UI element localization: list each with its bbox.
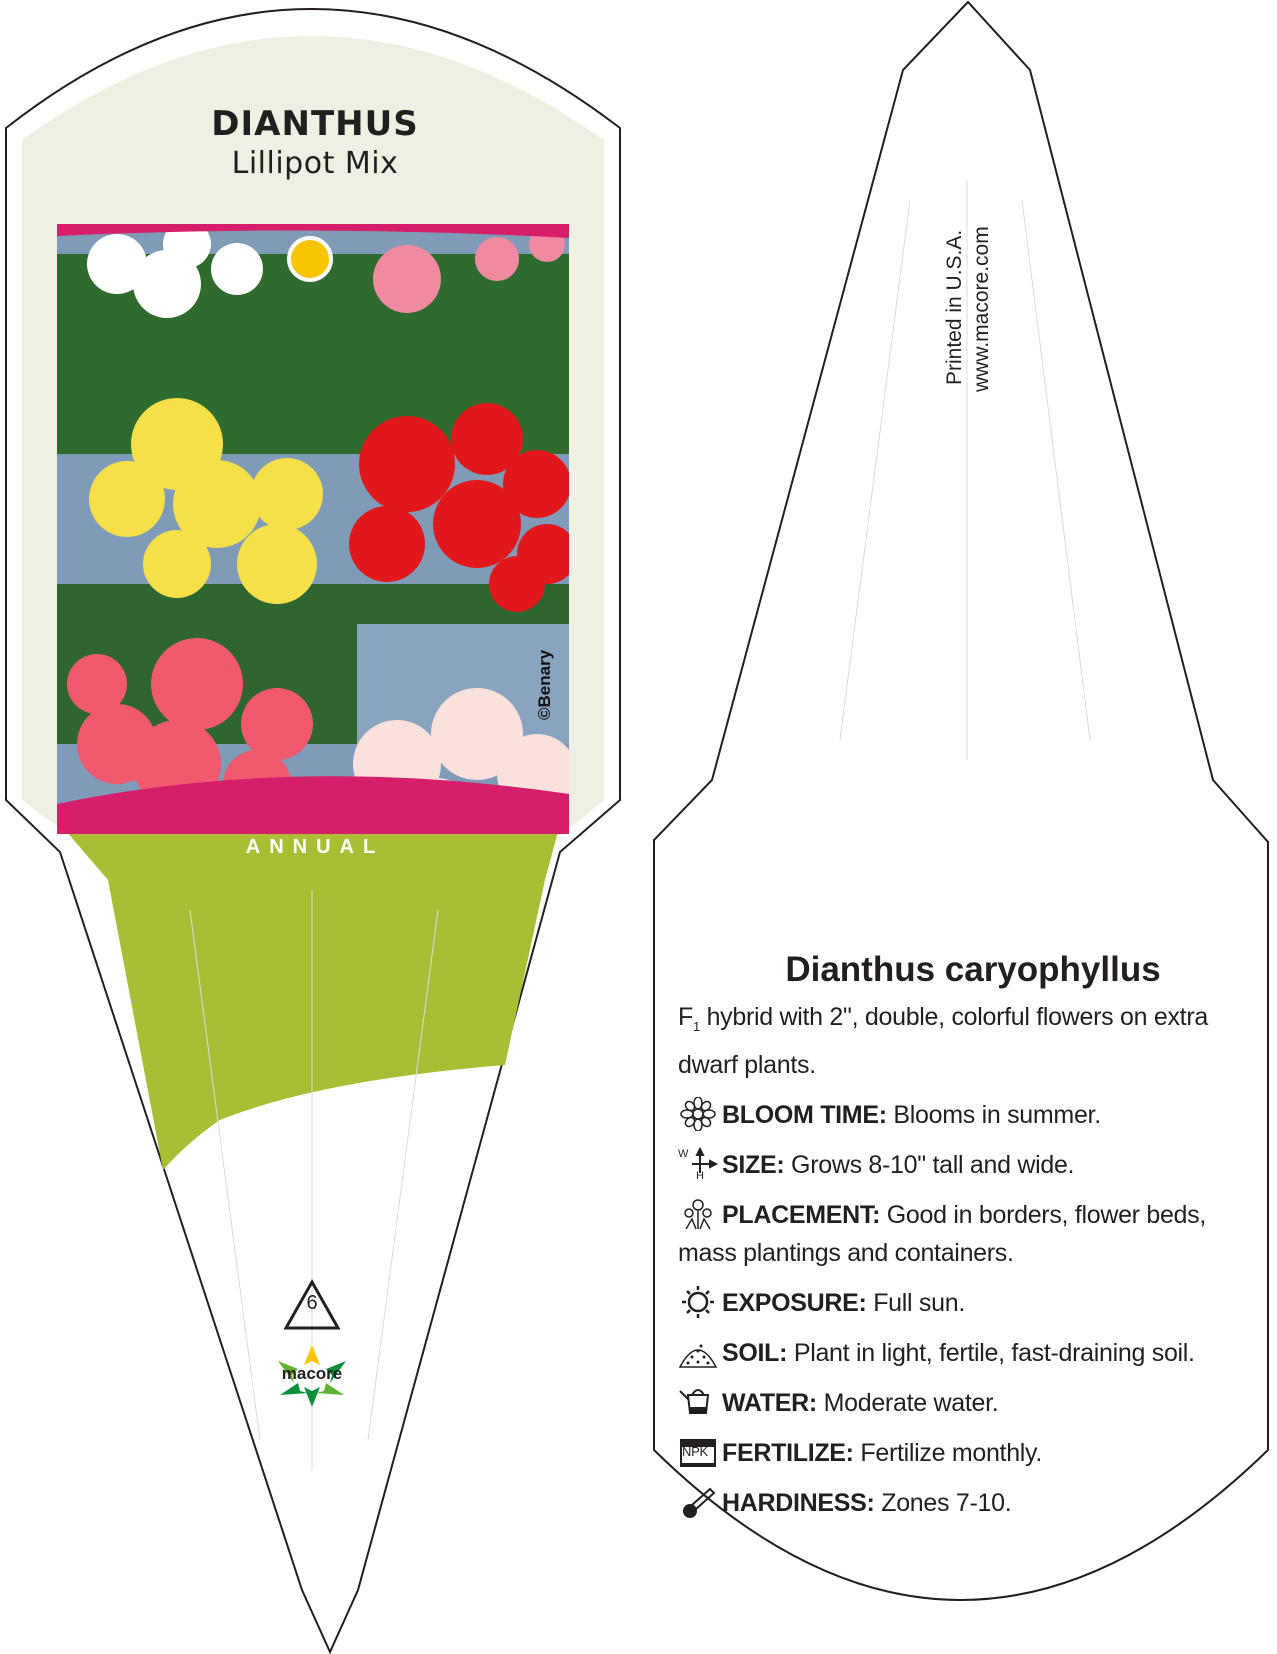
website: www.macore.com bbox=[970, 226, 993, 392]
size-icon: W H bbox=[678, 1147, 718, 1181]
plant-title: DIANTHUS bbox=[211, 104, 419, 144]
placement-row: PLACEMENT: Good in borders, flower beds, mass plantings and containers. bbox=[678, 1196, 1238, 1272]
macore-logo-text: macore bbox=[281, 1364, 343, 1383]
soil-row: SOIL: Plant in light, fertile, fast-draining soil. bbox=[678, 1334, 1238, 1372]
recycle-number: 6 bbox=[306, 1292, 318, 1314]
plant-variety: Lillipot Mix bbox=[231, 146, 399, 181]
thermometer-icon bbox=[678, 1485, 718, 1519]
exposure-row: EXPOSURE: Full sun. bbox=[678, 1284, 1238, 1322]
photo-credit: ©Benary bbox=[535, 649, 554, 720]
sun-icon bbox=[678, 1285, 718, 1319]
water-row: WATER: Moderate water. bbox=[678, 1384, 1238, 1422]
plant-description: $F_1$ hybrid with 2", double, colorful flowers on extra dwarf plants. bbox=[678, 1003, 1208, 1079]
plant-category: ANNUAL bbox=[245, 836, 385, 858]
watering-can-icon bbox=[678, 1385, 718, 1419]
fertilize-row: NPK FERTILIZE: Fertilize monthly. bbox=[678, 1434, 1238, 1472]
printed-in-usa: Printed in U.S.A. bbox=[943, 229, 966, 385]
flower-icon bbox=[678, 1097, 718, 1131]
size-row: W H SIZE: Grows 8-10" tall and wide. bbox=[678, 1148, 1075, 1182]
hardiness-row: HARDINESS: Zones 7-10. bbox=[678, 1484, 1238, 1522]
care-instructions bbox=[678, 950, 1238, 1522]
npk-icon: NPK bbox=[678, 1435, 718, 1469]
placement-icon bbox=[678, 1197, 718, 1231]
soil-icon bbox=[678, 1335, 718, 1369]
bloom-time-row: BLOOM TIME: Blooms in summer. bbox=[678, 1096, 1238, 1134]
scientific-name: Dianthus caryophyllus bbox=[785, 950, 1161, 989]
